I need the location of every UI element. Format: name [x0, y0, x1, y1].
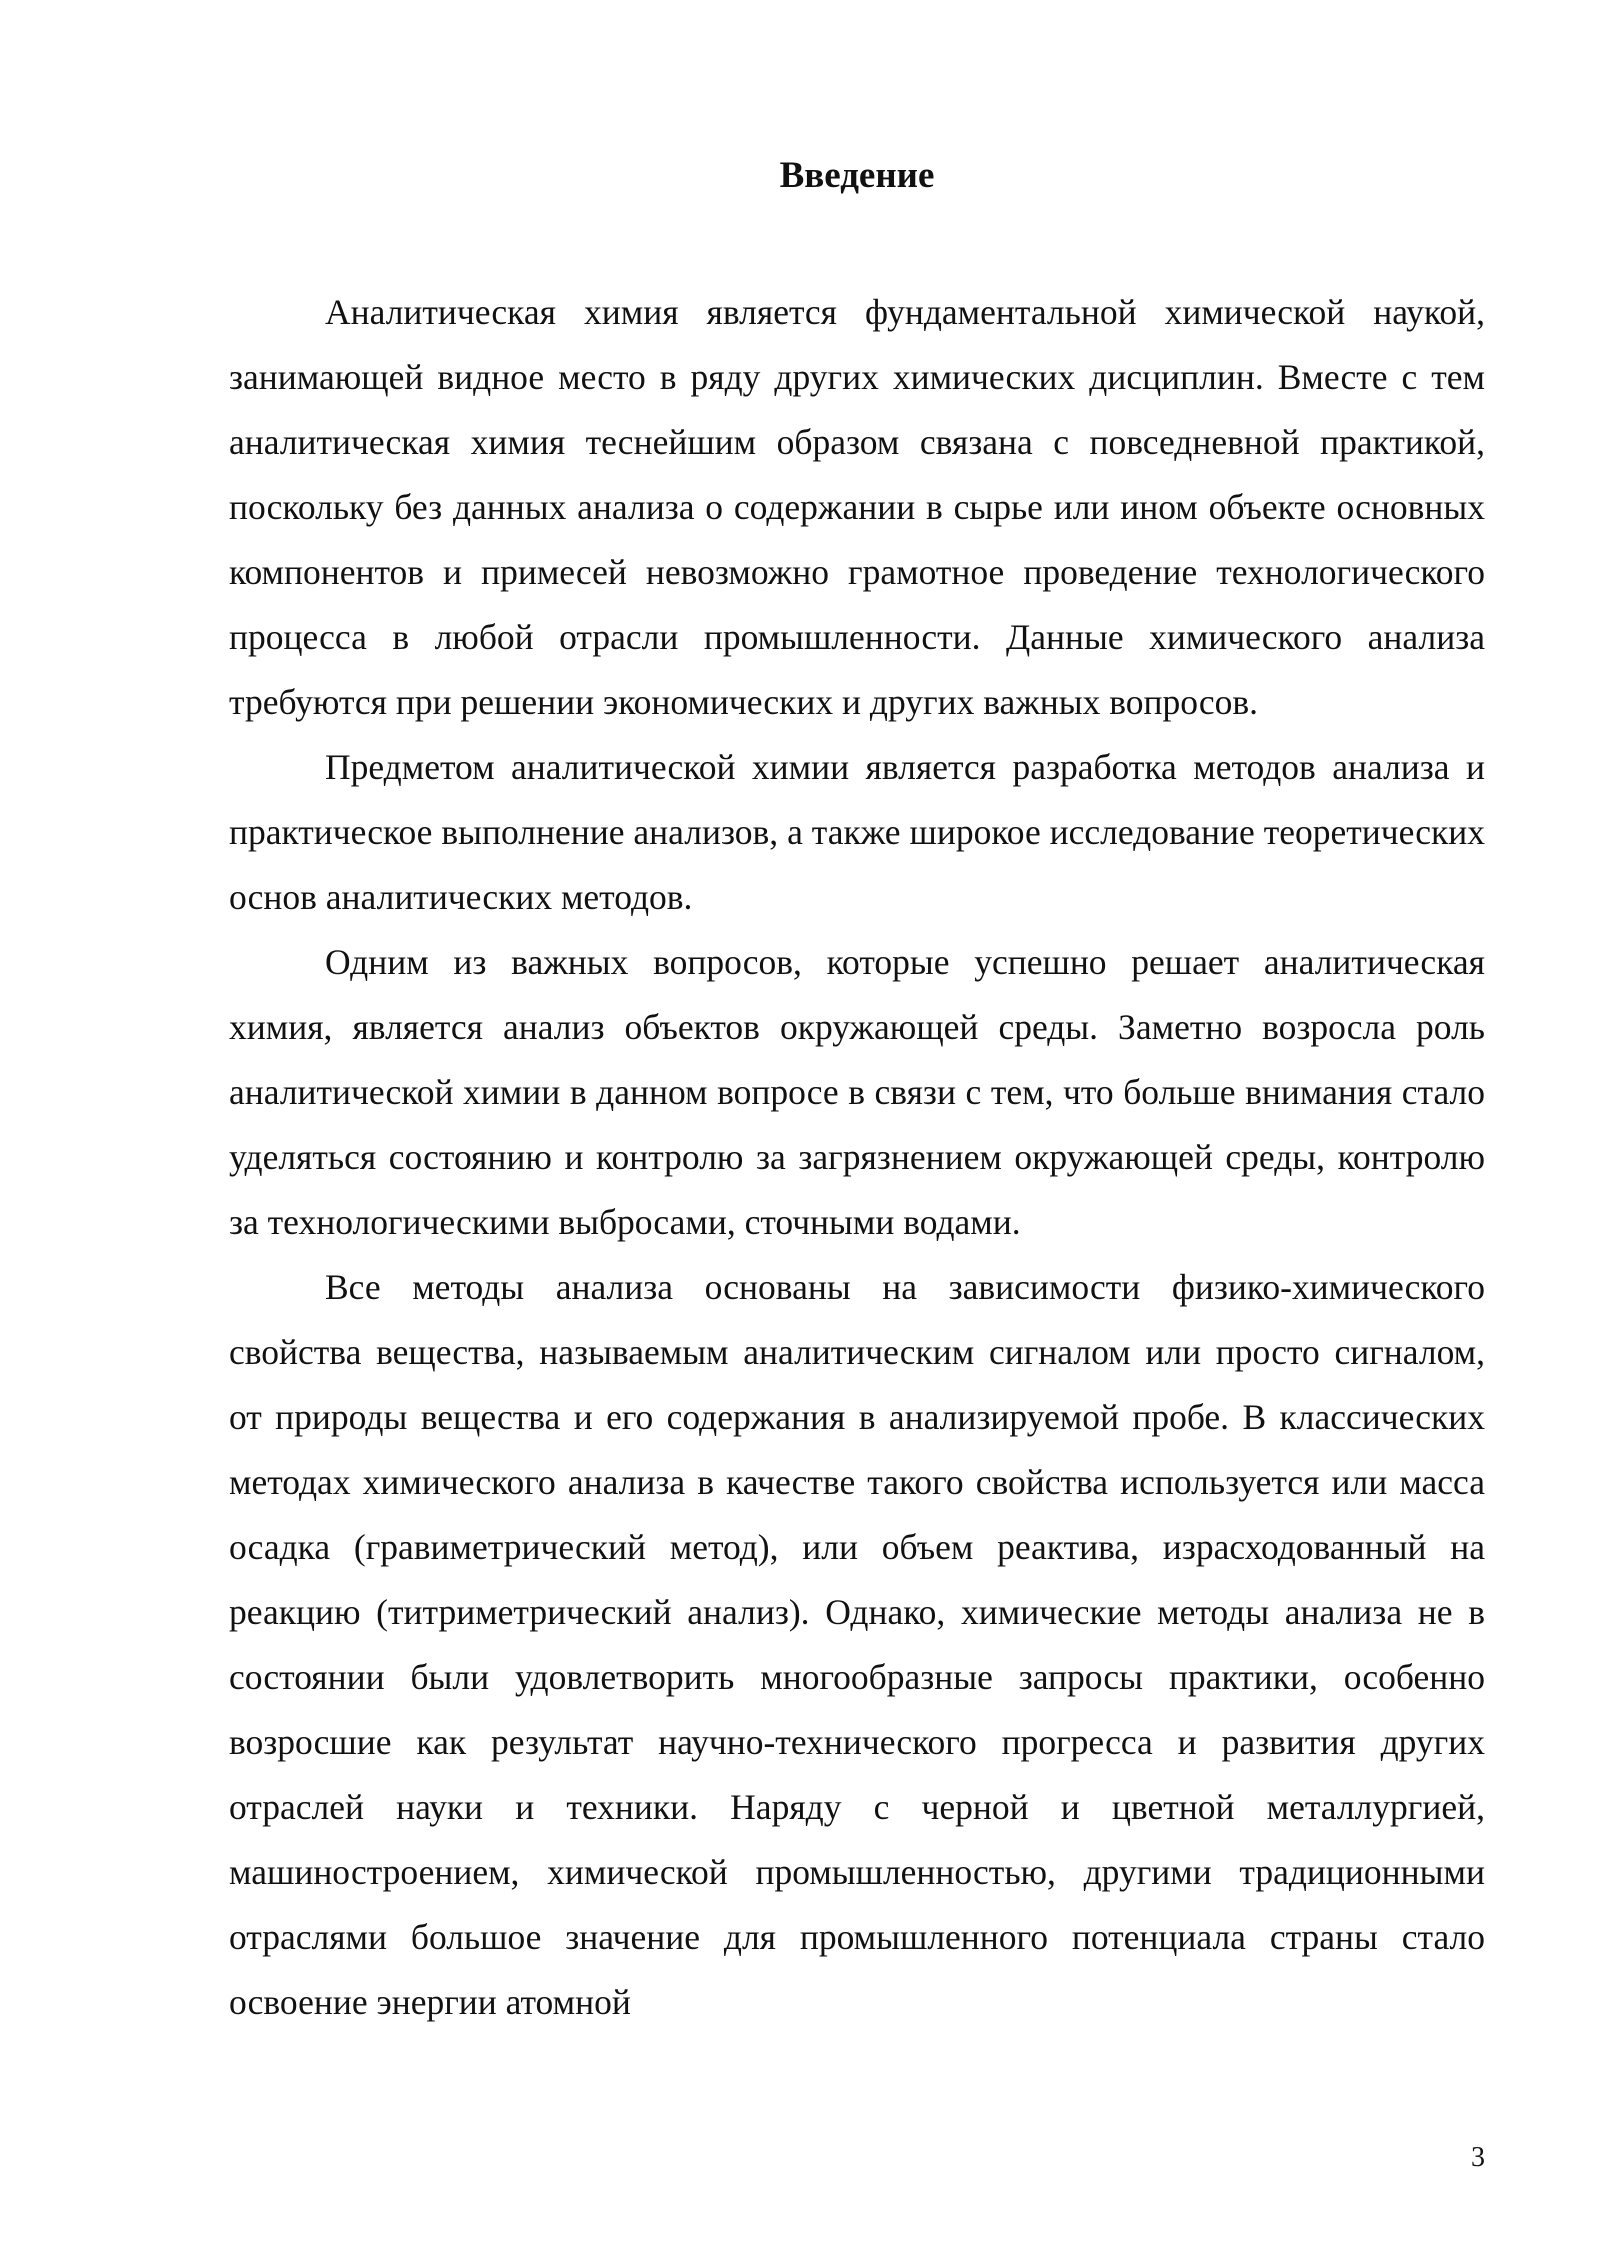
section-heading: Введение	[779, 155, 935, 196]
body-text	[229, 280, 1485, 2035]
paragraph: Все методы анализа основаны на зависимости физико-химического свойства вещества, называемым аналитическим сигналом или просто сигналом, от природы вещества и его содержания в анализируемой пробе. В классических методах химического анализа в качестве такого свойства используется или масса осадка (гравиметрический метод), или объем реактива, израсходованный на реакцию (титриметрический анализ). Однако, химические методы анализа не в состоянии были удовлетворить многообразные запросы практики, особенно возросшие как результат научно-технического прогресса и развития других отраслей науки и техники. Наряду с черной и цветной металлургией, машиностроением, химической промышленностью, другими традиционными отраслями большое значение для промышленного потенциала страны стало освоение энергии атомной	[229, 1267, 1485, 2022]
paragraph: Одним из важных вопросов, которые успешно решает аналитическая химия, является анализ объектов окружающей среды. Заметно возросла роль аналитической химии в данном вопросе в связи с тем, что больше внимания стало уделяться состоянию и контролю за загрязнением окружающей среды, контролю за технологическими выбросами, сточными водами.	[229, 942, 1485, 1242]
page-number: 3	[1471, 2142, 1485, 2173]
paragraph: Аналитическая химия является фундаментальной химической наукой, занимающей видное место в ряду других химических дисциплин. Вместе с тем аналитическая химия теснейшим образом связана с повседневной практикой, поскольку без данных анализа о содержании в сырье или ином объекте основных компонентов и примесей невозможно грамотное проведение технологического процесса в любой отрасли промышленности. Данные химического анализа требуются при решении экономических и других важных вопросов.	[229, 292, 1485, 722]
paragraph: Предметом аналитической химии является разработка методов анализа и практическое выполнение анализов, а также широкое исследование теоретических основ аналитических методов.	[229, 747, 1485, 917]
